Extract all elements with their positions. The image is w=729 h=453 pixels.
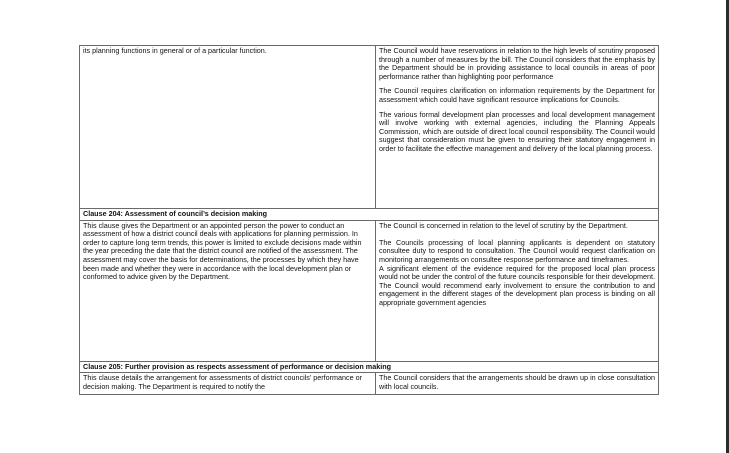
consultation-response-table xyxy=(79,45,659,395)
clause-heading-row xyxy=(80,209,659,221)
clause-heading-row xyxy=(80,361,659,373)
response-paragraph: The Council considers that the arrangements should be drawn up in close consultation with local councils. xyxy=(379,373,655,391)
council-response-cell xyxy=(376,46,659,209)
clause-description-cell: This clause details the arrangement for assessments of district councils’ performance or decision making. The Department is required to notify the xyxy=(80,373,376,395)
council-response-cell xyxy=(376,373,659,395)
response-paragraph: The Council would have reservations in relation to the high levels of scrutiny proposed through a number of measures by the bill. The Council considers that the emphasis by the Department should be in providing assistance to local councils in areas of poor performance rather than highlighting poor performance xyxy=(379,46,655,81)
clause-description-cell: its planning functions in general or of a particular function. xyxy=(80,46,376,209)
table-row xyxy=(80,220,659,361)
clause-description-cell: This clause gives the Department or an appointed person the power to conduct an assessment of how a district council deals with applications for planning permission. In order to capture long term trends, this power is limited to exclude decisions made within the year preceding the date that the district council are notified of the assessment. The assessment may cover the basis for determinations, the processes by which they have been made and whether they were in accordance with the local development plan or conformed to advice given by the Department. xyxy=(80,220,376,361)
clause-204-heading: Clause 204: Assessment of council’s decision making xyxy=(80,209,659,221)
table-row xyxy=(80,46,659,209)
council-response-cell xyxy=(376,220,659,361)
response-paragraph: The Council requires clarification on information requirements by the Department for assessment which could have significant resource implications for Councils. xyxy=(379,86,655,104)
response-paragraph: The Council is concerned in relation to the level of scrutiny by the Department. xyxy=(379,220,628,230)
response-paragraph: The Councils processing of local planning applicants is dependent on statutory consultee duty to respond to consultation. The Council would request clarification on monitoring arrangements on consultee response performance and timeframes. xyxy=(379,237,655,264)
clause-205-heading: Clause 205: Further provision as respects assessment of performance or decision making xyxy=(80,361,659,373)
response-paragraph: The various formal development plan processes and local development management will involve working with external agencies, including the Planning Appeals Commission, which are outside of direct local council responsibility. The Council would suggest that consideration must be given to ensuring their statutory engagement in order to facilitate the effective management and delivery of the local planning process. xyxy=(379,109,655,153)
response-paragraph: A significant element of the evidence required for the proposed local plan process would not be under the control of the future councils responsible for their development. The Council would recommend early involvement to ensure the contribution to and engagement in the different stages of the development plan process is binding on all appropriate government agencies xyxy=(379,263,655,307)
table-row xyxy=(80,373,659,395)
